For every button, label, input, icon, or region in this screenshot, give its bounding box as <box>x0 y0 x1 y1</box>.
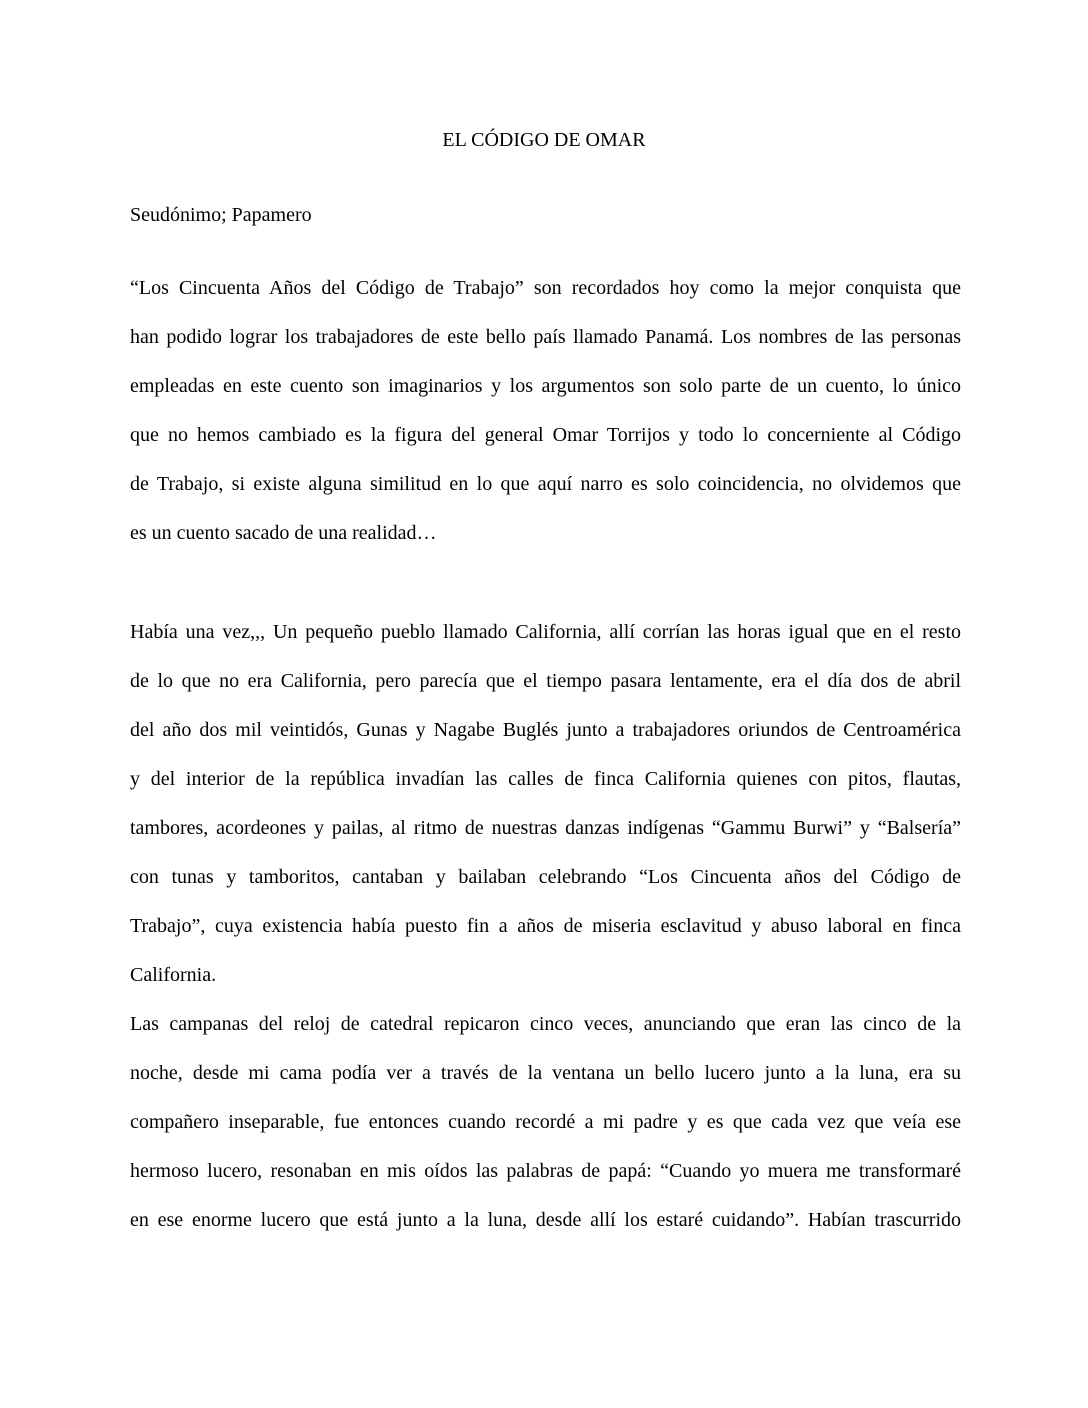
paragraph-bells <box>130 1012 961 1257</box>
document-title: EL CÓDIGO DE OMAR <box>442 129 646 151</box>
text-line: que no hemos cambiado es la figura del general Omar Torrijos y todo lo concerniente al Código <box>130 424 961 446</box>
text-line: con tunas y tamboritos, cantaban y bailaban celebrando “Los Cincuenta años del Código de <box>130 866 961 888</box>
text-line: tambores, acordeones y pailas, al ritmo de nuestras danzas indígenas “Gammu Burwi” y “Balsería” <box>130 817 961 839</box>
text-line: California. <box>130 964 217 986</box>
pseudonym-line: Seudónimo; Papamero <box>130 204 312 226</box>
text-line: de Trabajo, si existe alguna similitud en lo que aquí narro es solo coincidencia, no olvidemos que <box>130 473 961 495</box>
text-line: hermoso lucero, resonaban en mis oídos las palabras de papá: “Cuando yo muera me transformaré <box>130 1160 961 1182</box>
paragraph-intro <box>130 276 961 570</box>
text-line: en ese enorme lucero que está junto a la luna, desde allí los estaré cuidando”. Habían trascurrido <box>130 1209 961 1231</box>
text-line: es un cuento sacado de una realidad… <box>130 522 437 544</box>
text-line: han podido lograr los trabajadores de este bello país llamado Panamá. Los nombres de las personas <box>130 326 961 348</box>
text-line: del año dos mil veintidós, Gunas y Nagabe Buglés junto a trabajadores oriundos de Centroamérica <box>130 719 961 741</box>
text-line: y del interior de la república invadían las calles de finca California quienes con pitos, flautas, <box>130 768 961 790</box>
text-line: empleadas en este cuento son imaginarios y los argumentos son solo parte de un cuento, lo único <box>130 375 961 397</box>
text-line: Trabajo”, cuya existencia había puesto fin a años de miseria esclavitud y abuso laboral en finca <box>130 915 961 937</box>
text-line: “Los Cincuenta Años del Código de Trabajo” son recordados hoy como la mejor conquista que <box>130 277 961 299</box>
text-line: Las campanas del reloj de catedral repicaron cinco veces, anunciando que eran las cinco de la <box>130 1013 961 1035</box>
text-line: de lo que no era California, pero parecía que el tiempo pasara lentamente, era el día dos de abril <box>130 670 961 692</box>
text-line: noche, desde mi cama podía ver a través de la ventana un bello lucero junto a la luna, era su <box>130 1062 961 1084</box>
paragraph-story-start <box>130 620 961 1012</box>
text-line: compañero inseparable, fue entonces cuando recordé a mi padre y es que cada vez que veía ese <box>130 1111 961 1133</box>
text-line: Había una vez,,, Un pequeño pueblo llamado California, allí corrían las horas igual que en el resto <box>130 621 961 643</box>
